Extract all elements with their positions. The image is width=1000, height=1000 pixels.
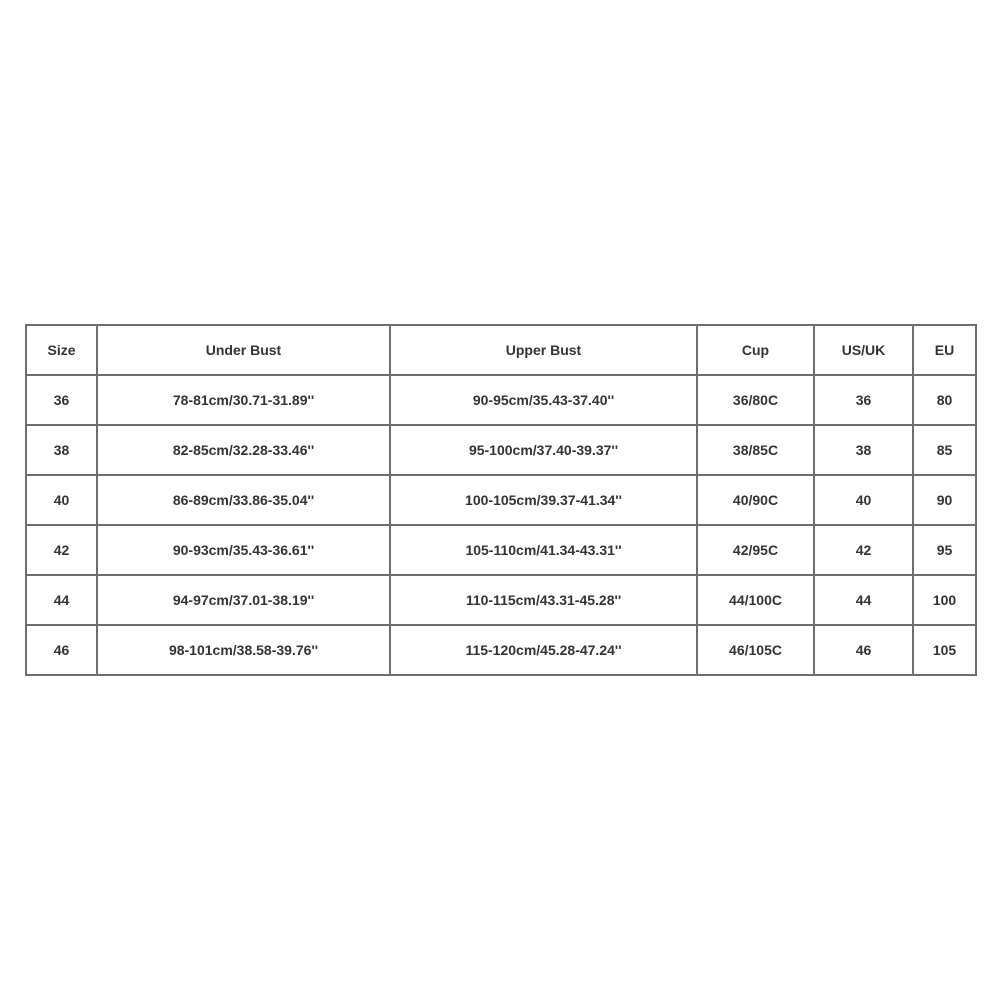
table-row — [26, 475, 976, 525]
cell-cup: 46/105C — [697, 625, 814, 675]
header-eu: EU — [913, 325, 976, 375]
cell-under-bust: 98-101cm/38.58-39.76'' — [97, 625, 390, 675]
cell-size: 40 — [26, 475, 97, 525]
cell-cup: 44/100C — [697, 575, 814, 625]
header-under-bust: Under Bust — [97, 325, 390, 375]
cell-us-uk: 36 — [814, 375, 913, 425]
table-row — [26, 425, 976, 475]
cell-size: 44 — [26, 575, 97, 625]
cell-cup: 36/80C — [697, 375, 814, 425]
cell-upper-bust: 90-95cm/35.43-37.40'' — [390, 375, 697, 425]
cell-cup: 40/90C — [697, 475, 814, 525]
cell-size: 46 — [26, 625, 97, 675]
cell-cup: 42/95C — [697, 525, 814, 575]
table-row — [26, 525, 976, 575]
cell-size: 42 — [26, 525, 97, 575]
cell-us-uk: 44 — [814, 575, 913, 625]
cell-under-bust: 90-93cm/35.43-36.61'' — [97, 525, 390, 575]
cell-under-bust: 82-85cm/32.28-33.46'' — [97, 425, 390, 475]
cell-eu: 85 — [913, 425, 976, 475]
cell-size: 38 — [26, 425, 97, 475]
cell-upper-bust: 115-120cm/45.28-47.24'' — [390, 625, 697, 675]
cell-upper-bust: 110-115cm/43.31-45.28'' — [390, 575, 697, 625]
cell-upper-bust: 95-100cm/37.40-39.37'' — [390, 425, 697, 475]
header-row — [26, 325, 976, 375]
table-row — [26, 575, 976, 625]
header-us-uk: US/UK — [814, 325, 913, 375]
cell-eu: 100 — [913, 575, 976, 625]
size-chart-table — [25, 324, 977, 676]
cell-upper-bust: 105-110cm/41.34-43.31'' — [390, 525, 697, 575]
cell-eu: 95 — [913, 525, 976, 575]
size-chart-header — [26, 325, 976, 375]
cell-us-uk: 38 — [814, 425, 913, 475]
cell-under-bust: 86-89cm/33.86-35.04'' — [97, 475, 390, 525]
header-cup: Cup — [697, 325, 814, 375]
size-chart-body — [26, 375, 976, 675]
table-row — [26, 625, 976, 675]
cell-us-uk: 40 — [814, 475, 913, 525]
cell-eu: 105 — [913, 625, 976, 675]
cell-eu: 80 — [913, 375, 976, 425]
cell-upper-bust: 100-105cm/39.37-41.34'' — [390, 475, 697, 525]
cell-size: 36 — [26, 375, 97, 425]
cell-cup: 38/85C — [697, 425, 814, 475]
cell-us-uk: 42 — [814, 525, 913, 575]
header-upper-bust: Upper Bust — [390, 325, 697, 375]
cell-eu: 90 — [913, 475, 976, 525]
table-row — [26, 375, 976, 425]
header-size: Size — [26, 325, 97, 375]
cell-us-uk: 46 — [814, 625, 913, 675]
cell-under-bust: 78-81cm/30.71-31.89'' — [97, 375, 390, 425]
cell-under-bust: 94-97cm/37.01-38.19'' — [97, 575, 390, 625]
